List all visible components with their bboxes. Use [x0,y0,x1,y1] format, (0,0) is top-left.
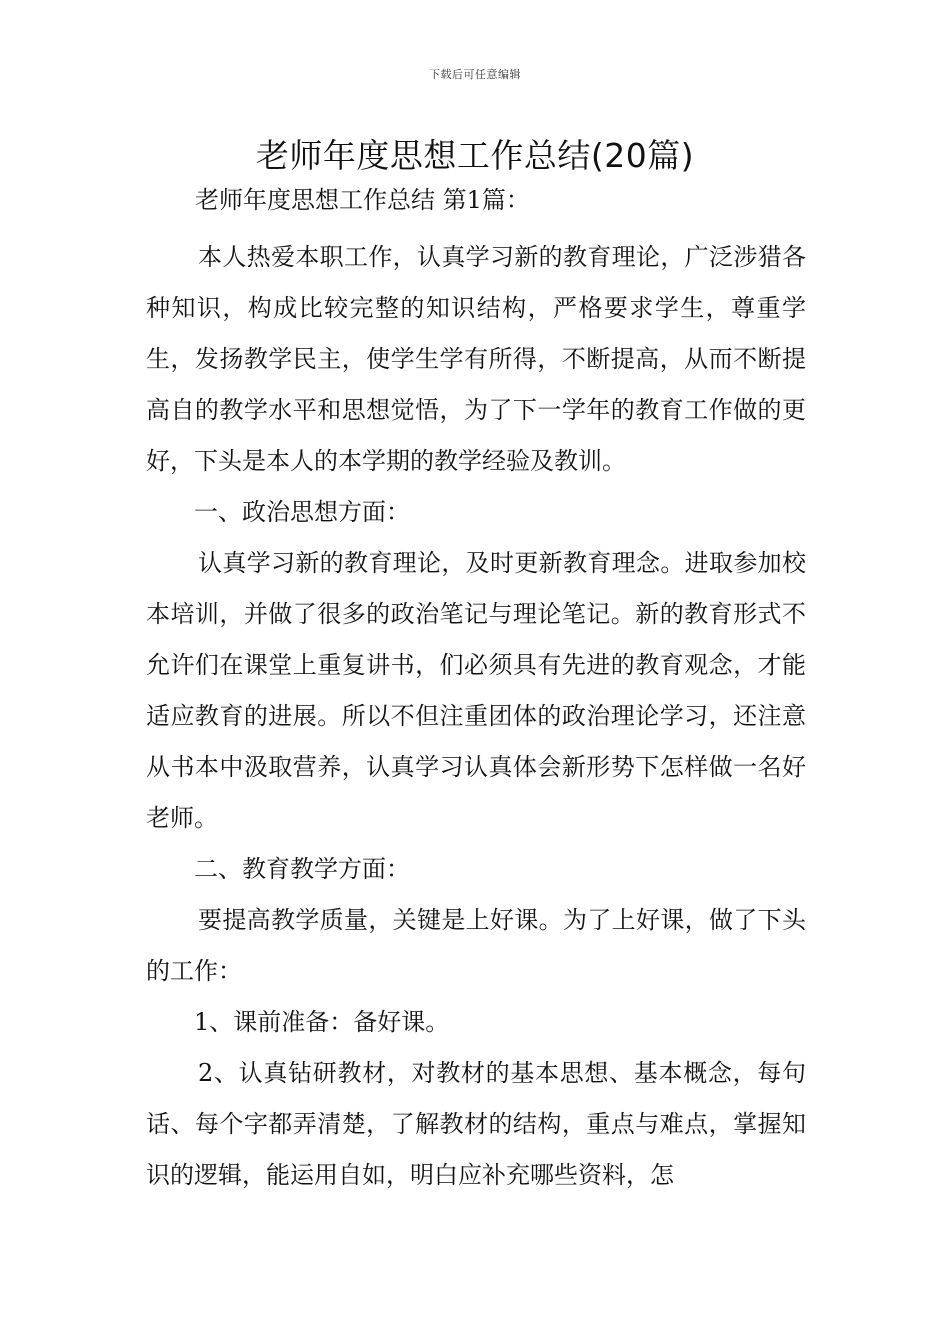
document-title: 老师年度思想工作总结(20篇) [255,136,695,175]
politics-paragraph: 认真学习新的教育理论，及时更新教育理念。进取参加校本培训，并做了很多的政治笔记与理论笔记。新的教育形式不允许们在课堂上重复讲书，们必须具有先进的教育观念，才能适应教育的进展。所以不但注重团体的政治理论学习，还注意从书本中汲取营养，认真学习认真体会新形势下怎样做一名好老师。 [146,549,806,832]
document-body [146,232,806,1201]
list-item-2: 2、认真钻研教材，对教材的基本思想、基本概念，每句话、每个字都弄清楚，了解教材的结构，重点与难点，掌握知识的逻辑，能运用自如，明白应补充哪些资料，怎 [146,1059,806,1189]
article-heading: 老师年度思想工作总结 第1篇： [195,186,530,214]
section-heading-politics: 一、政治思想方面： [194,498,410,526]
list-item-1: 1、课前准备：备好课。 [194,1008,450,1036]
section-heading-teaching: 二、教育教学方面： [194,855,410,883]
header-note: 下载后可任意编辑 [429,68,521,81]
intro-paragraph: 本人热爱本职工作，认真学习新的教育理论，广泛涉猎各种知识，构成比较完整的知识结构，严格要求学生，尊重学生，发扬教学民主，使学生学有所得，不断提高，从而不断提高自的教学水平和思想觉悟，为了下一学年的教育工作做的更好，下头是本人的本学期的教学经验及教训。 [146,243,806,475]
teaching-paragraph: 要提高教学质量，关键是上好课。为了上好课，做了下头的工作： [146,906,806,985]
